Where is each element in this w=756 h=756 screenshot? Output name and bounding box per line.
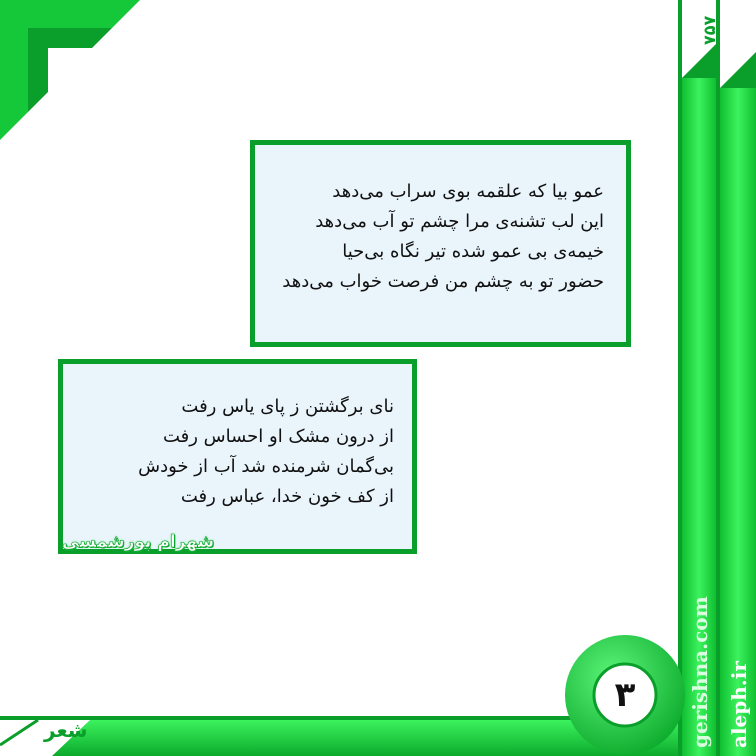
poem-line: بی‌گمان شرمنده شد آب از خودش	[138, 456, 394, 477]
page-number: ۷۵۷	[700, 15, 719, 45]
poem-line: خیمه‌ی بی عمو شده تیر نگاه بی‌حیا	[342, 241, 604, 262]
section-number: ۳	[614, 675, 636, 715]
poem-box-top	[250, 140, 631, 347]
site-aleph: aleph.ir	[727, 661, 751, 748]
poem-line: عمو بیا که علقمه بوی سراب می‌دهد	[332, 181, 604, 202]
poem-box-bottom	[58, 359, 417, 554]
section-label: شعر	[44, 718, 88, 742]
corner-bracket-outer	[0, 0, 140, 140]
poem-line: از کف خون خدا، عباس رفت	[180, 486, 394, 507]
right-bar-outer	[720, 88, 756, 756]
poem-line: این لب تشنه‌ی مرا چشم تو آب می‌دهد	[315, 211, 604, 232]
site-gerishna: gerishna.com	[688, 596, 712, 748]
corner-bracket-inner	[28, 28, 112, 112]
poem-line: نای برگشتن ز پای یاس رفت	[181, 396, 394, 417]
poem-line: از درون مشک او احساس رفت	[162, 426, 394, 447]
poem-line: حضور تو به چشم من فرصت خواب می‌دهد	[282, 271, 604, 292]
poem-author: شهرام پورشمسی	[62, 532, 215, 552]
